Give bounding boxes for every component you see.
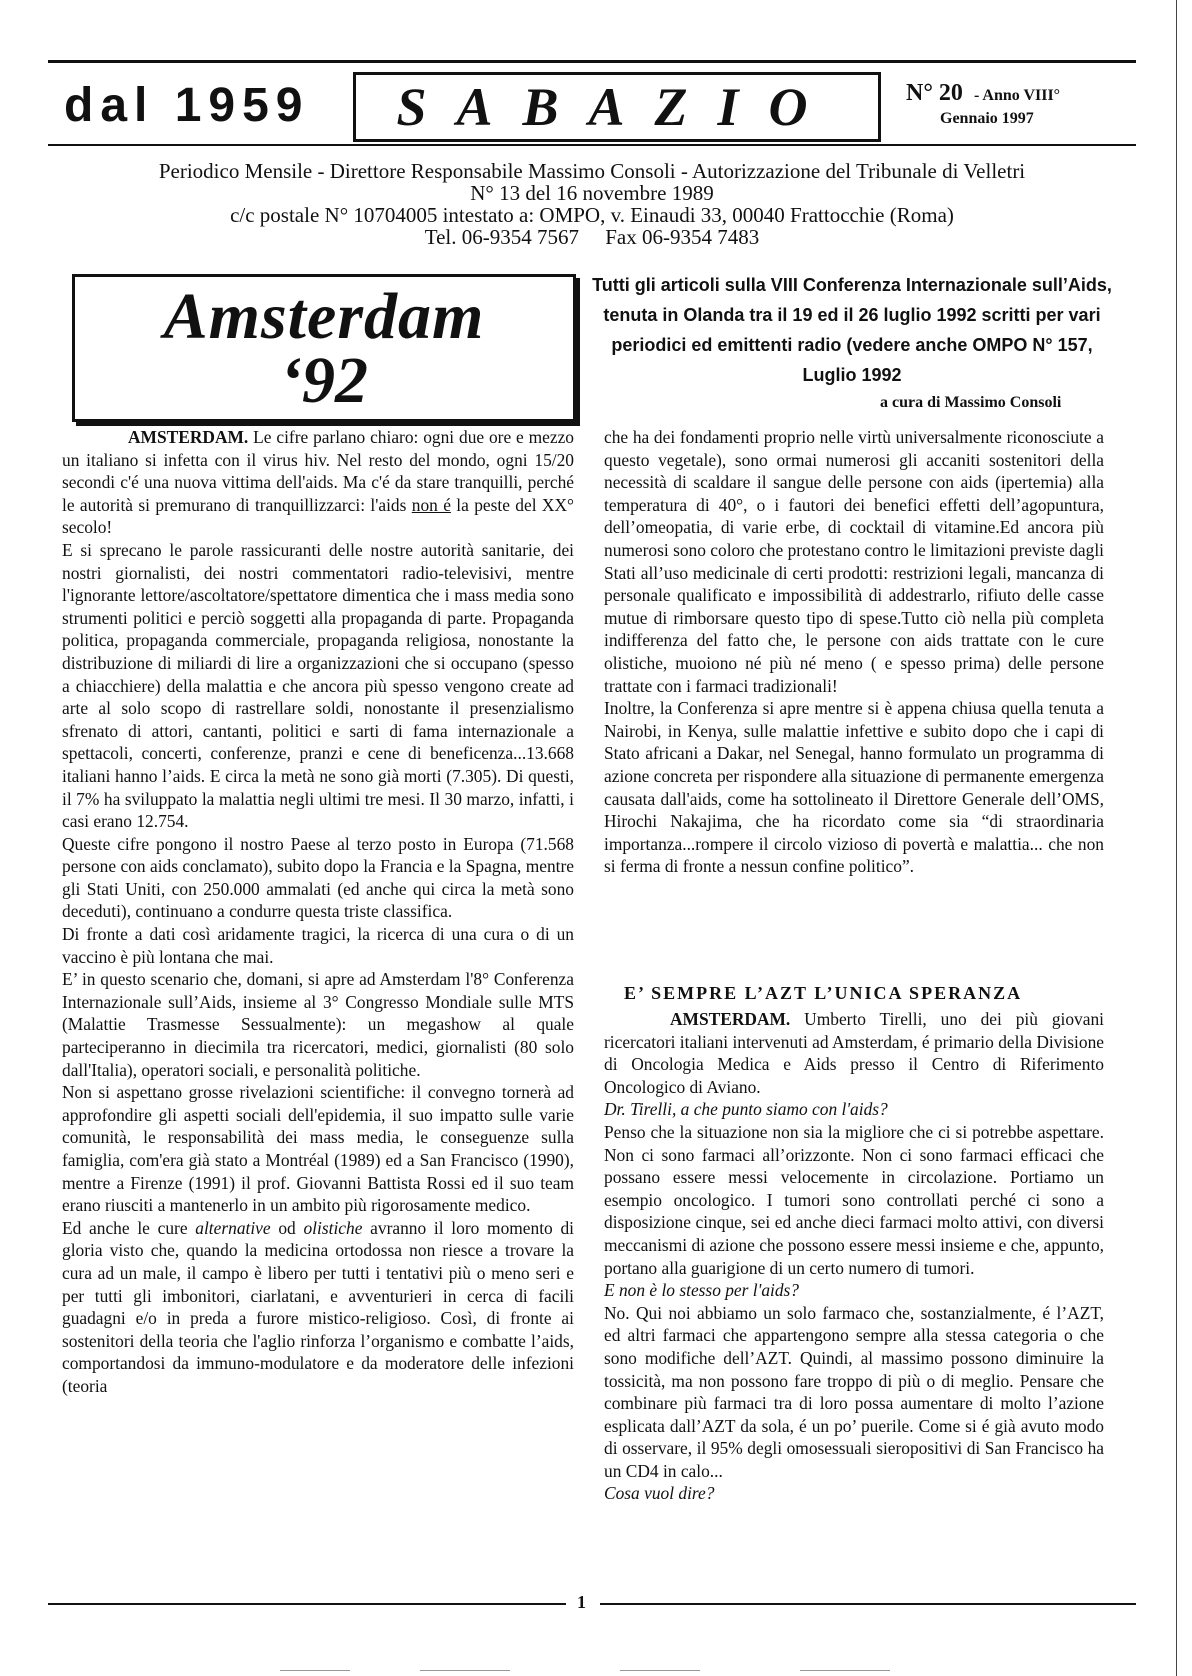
- scan-mark: [800, 1670, 890, 1671]
- paragraph: Inoltre, la Conferenza si apre mentre si è appena chiusa quella tenuta a Nairobi, in Kenya, sulle malattie infettive e subito dopo che i capi di Stato africani a Dakar, nel Senegal, hanno formulato un programma di azione concreta per rispondere alla situazione di permanente emergenza causata dall'aids, come ha sottolineato il Direttore Generale dell’OMS, Hirochi Nakajima, che ha ricordato come sia “di straordinaria importanza...rompere il circolo vizioso di povertà e malattia... che non si ferma di fronte a nessun confine politico”.: [604, 698, 1104, 877]
- masthead: [48, 66, 1136, 146]
- issue-date: Gennaio 1997: [940, 110, 1034, 127]
- footer-rule-left: [48, 1603, 566, 1605]
- newspaper-title: SABAZIO: [353, 72, 881, 142]
- since-label: dal 1959: [64, 79, 310, 132]
- underlined-text: non é: [411, 494, 451, 515]
- top-rule: [48, 60, 1136, 63]
- paragraph: Queste cifre pongono il nostro Paese al terzo posto in Europa (71.568 persone con aids conclamato), subito dopo la Francia e la Spagna, mentre gli Stati Uniti, con 250.000 ammalati (ed anche qui circa la metà sono deceduti), continuano a condurre questa triste classifica.: [62, 833, 574, 922]
- paragraph: E si sprecano le parole rassicuranti delle nostre autorità sanitarie, dei nostri giornalisti, dei nostri commentatori radio-televisivi, mentre l'ignorante lettore/ascoltatore/spettatore dimentica che i mass media sono strumenti politici e perciò soggetti alla propaganda di parte. Propaganda politica, propaganda commerciale, propaganda religiosa, nonostante la distribuzione di miliardi di lire a organizzazioni che si occupano (spesso a chiacchiere) della malattia e che ancora più spesso vengono create ad arte al solo scopo di rastrellare soldi, nonostante il presenzialismo sfrenato di attori, cantanti, politici e sarti di fama internazionale a spettacoli, concerti, conferenze, pranzi e cene di beneficenza...13.668 italiani hanno l’aids. E circa la metà ne sono già morti (7.305). Di questi, il 7% ha sviluppato la malattia negli ultimi tre mesi. Il 30 marzo, infatti, i casi erano 12.754.: [62, 539, 574, 832]
- scan-edge: [1176, 0, 1177, 1676]
- colophon-line: N° 13 del 16 novembre 1989: [470, 181, 714, 205]
- feature-title-box: [72, 274, 576, 422]
- italic-text: alternative: [195, 1217, 271, 1238]
- paragraph: [62, 426, 574, 539]
- interview-answer: Penso che la situazione non sia la migliore che ci si potrebbe aspettare. Non ci sono farmaci all’orizzonte. Non ci sono farmaci efficaci che possano essere messi velocemente in circolazione. Portiamo un esempio oncologico. I tumori sono controllati perché ci sono a disposizione cinque, sei ed anche dieci farmaci molto attivi, con diversi meccanismi di azione che possono essere messi insieme e che, appunto, portano alla guarigione di un certo numero di tumori.: [604, 1121, 1104, 1278]
- scan-mark: [620, 1670, 700, 1671]
- dateline: AMSTERDAM.: [670, 1009, 791, 1029]
- colophon: [48, 160, 1136, 248]
- issue-info: [906, 80, 1060, 107]
- interview-question: Cosa vuol dire?: [604, 1483, 715, 1504]
- scan-mark: [420, 1670, 510, 1671]
- text-run: Umberto Tirelli, uno dei più giovani ricercatori italiani intervenuti ad Amsterdam, é primario della Divisione di Oncologia Medica e Aids presso il Centro di Riferimento Oncologico di Aviano.: [604, 1009, 1104, 1097]
- colophon-line: Periodico Mensile - Direttore Responsabile Massimo Consoli - Autorizzazione del Tribunale di Velletri: [158, 159, 1026, 183]
- italic-text: olistiche: [303, 1217, 363, 1238]
- section-heading: E’ SEMPRE L’AZT L’UNICA SPERANZA: [624, 983, 1023, 1003]
- paragraph: [604, 1008, 1104, 1098]
- paragraph: che ha dei fondamenti proprio nelle virtù universalmente riconosciute a questo vegetale), sono ormai numerosi gli accaniti sostenitori della necessità di scaldare il sangue delle persone con aids (ipertemia) alla temperatura di 40°, o i fautori dei benefici effetti dell’agopuntura, dell’omeopatia, di varie erbe, di cocktail di vitamine.Ed ancora più numerosi sono coloro che protestano contro le limitazioni previste dagli Stati all’uso medicinale di certi prodotti: restrizioni legali, mancanza di personale qualificato e impossibilità di addestrarlo, rifiuto delle casse mutue di rimborsare questo tipo di spese.Tutto ciò nella più completa indifferenza del fatto che, le persone con aids trattate con le cure olistiche, muoiono né più né meno ( e spesso prima) delle persone trattate con i farmaci tradizionali!: [604, 427, 1104, 696]
- paragraph: E’ in questo scenario che, domani, si apre ad Amsterdam l'8° Conferenza Internazionale sull’Aids, insieme al 3° Congresso Mondiale sulle MTS (Malattie Trasmesse Sessualmente): un megashow al quale parteciperanno in diecimila tra ricercatori, medici, giornalisti (80 solo dall'Italia), operatori sociali, e personalità politiche.: [62, 969, 574, 1080]
- page-number: 1: [577, 1592, 586, 1612]
- paragraph: Non si aspettano grosse rivelazioni scientifiche: il convegno tornerà ad approfondire gli aspetti sociali dell'epidemia, il suo impatto sulle varie comunità, le responsabilità dei mass media, le conseguenze sulla famiglia, com'era già stato a Montréal (1989) ed a San Francisco (1990), mentre a Firenze (1991) il prof. Giovanni Battista Rossi ed il suo team erano riusciti a mantenerlo in un ambito più rigorosamente medico.: [62, 1082, 574, 1216]
- interview-answer: No. Qui noi abbiamo un solo farmaco che, sostanzialmente, é l’AZT, ed altri farmaci che appartengono sempre alla stessa categoria o che sono modifiche dell’AZT. Quindi, al massimo possono diminuire la tossicità, ma non possono fare troppo di più o di meglio. Pensare che combinare più farmaci tra di loro possa aumentare di molto l’azione esplicata dall’AZT da sola, é un po’ puerile. Come si é già avuto modo di osservare, il 95% degli omosessuali sieropositivi di San Francisco ha un CD4 in calo...: [604, 1302, 1104, 1481]
- colophon-line: c/c postale N° 10704005 intestato a: OMPO, v. Einaudi 33, 00040 Frattocchie (Roma): [230, 203, 954, 227]
- paragraph: [62, 1217, 574, 1398]
- scan-mark: [280, 1670, 350, 1671]
- feature-headline: Tutti gli articoli sulla VIII Conferenza Internazionale sull’Aids, tenuta in Olanda tra il 19 ed il 26 luglio 1992 scritti per vari periodici ed emittenti radio (vedere anche OMPO N° 157, Luglio 1992: [592, 275, 1112, 385]
- article-column-left: [62, 426, 574, 1398]
- feature-year: ‘92: [280, 344, 368, 417]
- interview-question: Dr. Tirelli, a che punto siamo con l'aids?: [604, 1099, 888, 1120]
- footer-rule-right: [600, 1603, 1136, 1605]
- interview-column: [604, 1008, 1104, 1505]
- feature-title: Amsterdam: [163, 280, 485, 353]
- article-column-right: [604, 426, 1104, 878]
- issue-number: N° 20: [906, 80, 963, 106]
- text-run: avranno il loro momento di gloria visto che, quando la medicina ortodossa non riesce a trovare la cura ad un male, il campo è libero per tutti i tentativi più o meno seri e per tutti gli imbonitori, ciarlatani, e avventurieri in cerca di facili guadagni e/o in preda a furore mistico-religioso. Così, di fronte ai sostenitori della teoria che l'aglio rinforza l’organismo e combatte l’aids, comportandosi da immuno-modulatore e da moderatore delle infezioni (teoria: [62, 1217, 574, 1396]
- text-run: Le cifre parlano chiaro: ogni due ore e mezzo un italiano si infetta con il virus hiv. Nel resto del mondo, ogni 15/20 secondi c'é una nuova vittima dell'aids. Ma c'é da stare tranquilli, perché le autorità si premurano di tranquillizzarci: l'aids: [62, 427, 574, 515]
- byline: a cura di Massimo Consoli: [880, 394, 1062, 411]
- text-run: la peste del XX° secolo!: [62, 494, 574, 538]
- text-run: Ed anche le cure: [62, 1217, 196, 1238]
- paragraph: Di fronte a dati così aridamente tragici, la ricerca di una cura o di un vaccino è più lontana che mai.: [62, 924, 574, 967]
- colophon-line: Tel. 06-9354 7567 Fax 06-9354 7483: [424, 225, 760, 249]
- text-run: od: [270, 1217, 304, 1238]
- interview-question: E non è lo stesso per l'aids?: [604, 1280, 800, 1301]
- dateline: AMSTERDAM.: [128, 427, 249, 447]
- issue-year: - Anno VIII°: [973, 87, 1061, 104]
